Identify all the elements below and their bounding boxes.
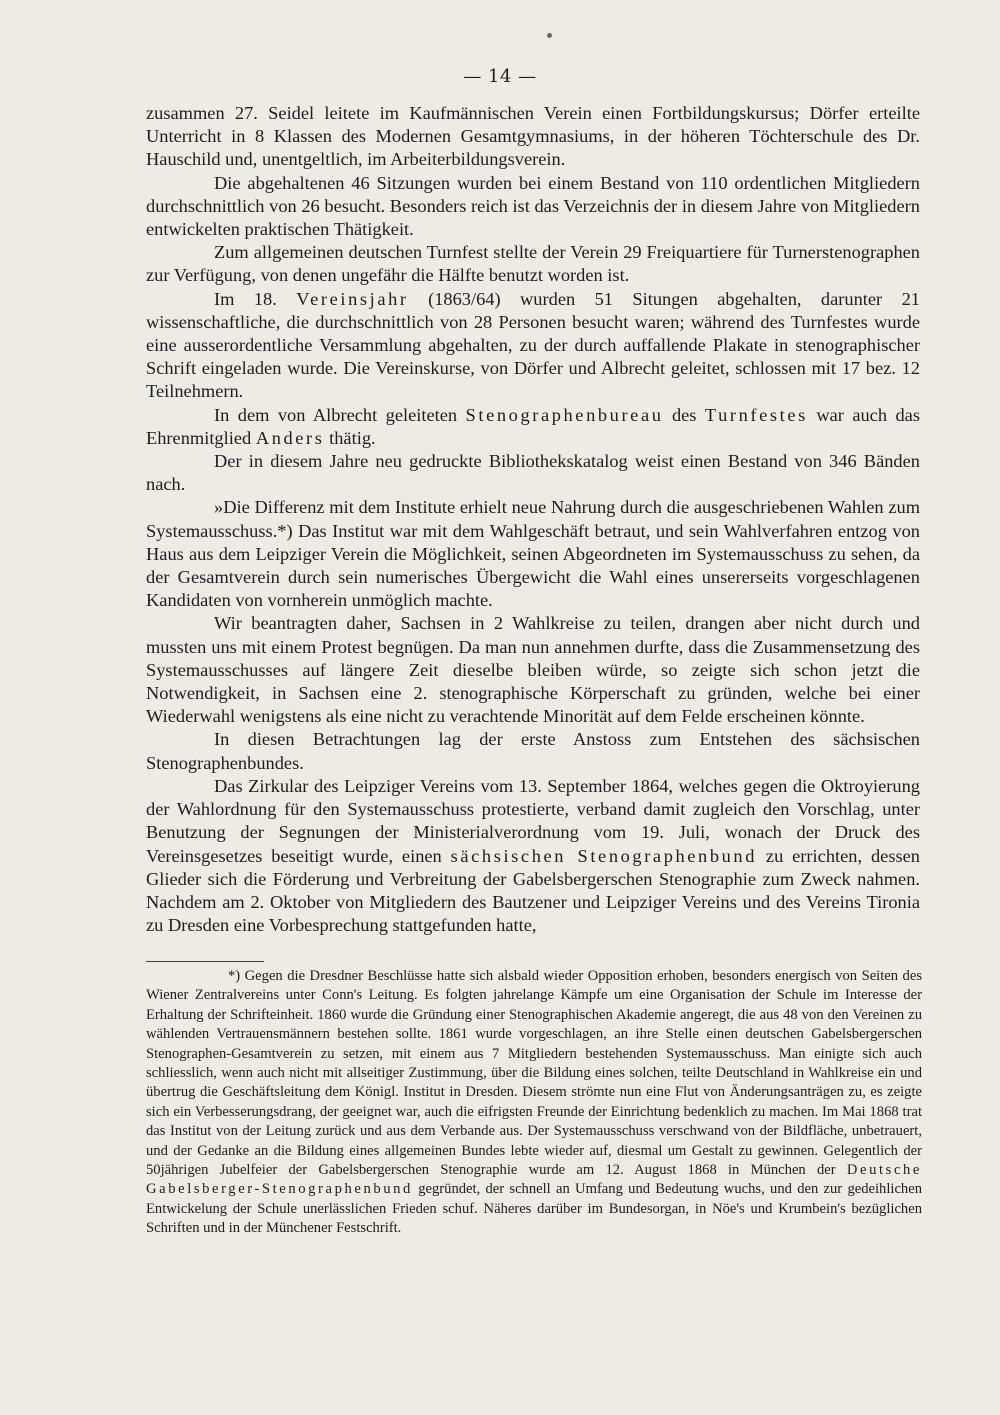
page-number: — 14 — [463,66,537,87]
paragraph [146,241,920,287]
spaced-emphasis: Stenographenbureau [465,404,664,425]
text-run: des [663,404,705,425]
paragraph [146,496,920,612]
text-run: Das Zirkular des Leipziger Vereins vom 13. September 1864, welches gegen die Oktroyierung der Wahlordnung für den Systemausschuss protestierte, verband damit zugleich den Vorschlag, unter Benutzung der Segnungen der Ministerialverordnung vom 19. Juli, wonach der Druck des Vereinsgesetzes beseitigt wurde, einen [146,775,920,866]
text-run: Wir beantragten daher, Sachsen in 2 Wahlkreise zu teilen, drangen aber nicht durch und mussten uns mit einem Protest begnügen. Da man nun annehmen durfte, dass die Zusammensetzung des Systemausschusses auf längere Zeit dieselbe bleiben würde, so zeigte sich schon jetzt die Notwendigkeit, in Sachsen eine 2. stenographische Körperschaft zu gründen, welche bei einer Wiederwahl wenigstens als eine nicht zu verachtende Minorität auf dem Felde erscheinen könnte. [146,613,920,727]
text-run: zusammen 27. Seidel leitete im Kaufmännischen Verein einen Fortbildungskursus; Dörfer erteilte Unterricht in 8 Klassen des Modernen Gesamtgymnasiums, in der höheren Töchterschule des Dr. Hauschild und, unentgeltlich, im Arbeiterbildungsverein. [146,103,920,170]
footnotes [146,967,922,1239]
text-run: (1863/64) wurden 51 Situngen abgehalten, darunter 21 wissenschaftliche, die durchschnittlich von 28 Personen besucht waren; während des Turnfestes wurde eine ausserordentliche Versammlung abgehalten, zu der durch auffallende Plakate in stenographischer Schrift eingeladen wurde. Die Vereinskurse, von Dörfer und Albrecht geleitet, schlossen mit 17 bez. 12 Teilnehmern. [146,288,920,402]
text-run: Der in diesem Jahre neu gedruckte Bibliothekskatalog weist einen Bestand von 346 Bänden nach. [146,451,920,495]
text-run: »Die Differenz mit dem Institute erhielt neue Nahrung durch die ausgeschriebenen Wahlen zum Systemausschuss.*) Das Institut war mit dem Wahlgeschäft betraut, und sein Wahlverfahren entzog von Haus aus dem Leipziger Verein die Möglichkeit, seinen Abgeordneten im Systemausschuss zu sehen, da der Gesamtverein durch sein numerisches Übergewicht die Wahl eines unsererseits vorgeschlagenen Kandidaten von vornherein unmöglich machte. [146,497,920,611]
paragraph [146,728,920,774]
paragraph [146,172,920,242]
spaced-emphasis: Turnfestes [704,404,808,425]
footnote-separator [146,961,264,962]
text-run: Zum allgemeinen deutschen Turnfest stellte der Verein 29 Freiquartiere für Turnerstenographen zur Verfügung, von denen ungefähr die Hälfte benutzt worden ist. [146,242,920,286]
text-run: thätig. [324,427,376,448]
text-run: Die abgehaltenen 46 Sitzungen wurden bei einem Bestand von 110 ordentlichen Mitgliedern durchschnittlich von 26 besucht. Besonders reich ist das Verzeichnis der in diesem Jahre von Mitgliedern entwickelten praktischen Thätigkeit. [146,172,920,240]
text-run: zu errichten, dessen Glieder sich die Förderung und Verbreitung der Gabelsbergerschen Stenographie zum Zweck nahmen. Nachdem am 2. Oktober von Mitgliedern des Bautzener und Leipziger Vereins und des Vereins Tironia zu Dresden eine Vorbesprechung stattgefunden hatte, [146,845,920,936]
paragraph [146,450,920,496]
text-run: Im 18. [214,288,297,309]
paragraph [146,404,920,450]
text-run: In diesen Betrachtungen lag der erste Anstoss zum Entstehen des sächsischen Stenographenbundes. [146,729,920,773]
text-run: war auch das Ehrenmitglied [146,404,920,448]
spaced-emphasis: sächsischen Stenographenbund [450,845,758,866]
paragraph [146,288,920,404]
body-text [146,102,920,937]
paragraph [146,102,920,172]
text-run: *) Gegen die Dresdner Beschlüsse hatte sich alsbald wieder Opposition erhoben, besonders energisch von Seiten des Wiener Zentralvereins unter Conn's Leitung. Es folgten jahrelange Kämpfe um eine Organisation der Schule im Interesse der Erhaltung der Schrifteinheit. 1860 wurde die Gründung einer Stenographischen Akademie angeregt, die aus 48 von den Vereinen zu wählenden Vertrauensmännern bestehen sollte. 1861 wurde vorgeschlagen, an ihre Stelle einen deutschen Gabelsbergerschen Stenographen-Gesamtverein zu setzen, mit einem aus 7 Mitgliedern bestehenden Systemausschuss. Man einigte sich auch schliesslich, wenn auch nicht mit allseitiger Zustimmung, über die Bildung eines solchen, teilte Deutschland in Wahlkreise ein und übertrug die Geschäftsleitung dem Königl. Institut in Dresden. Diesem strömte nun eine Flut von Änderungsanträgen zu, es zeigte sich ein Verbesserungsdrang, der geeignet war, auch die eifrigsten Freunde der Einrichtung bedenklich zu machen. Im Mai 1868 trat das Institut von der Leitung zurück und aus dem Verbande aus. Der Systemausschuss verschwand von der Bildfläche, unbetrauert, und der Gedanke an die Bildung eines allgemeinen Bundes lebte wieder auf, diesmal um Gestalt zu gewinnen. Gelegentlich der 50jährigen Jubelfeier der Gabelsbergerschen Stenographie wurde am 12. August 1868 in München der [146,968,922,1179]
text-run: In dem von Albrecht geleiteten [214,404,466,425]
spaced-emphasis: Vereinsjahr [296,288,409,309]
spaced-emphasis: Anders [255,427,325,448]
text-run: gegründet, der schnell an Umfang und Bedeutung wuchs, und den zur gedeihlichen Entwickelung der Schule unerlässlichen Frieden schuf. Näheres darüber im Bundesorgan, in Nöe's und Krumbein's bezüglichen Schriften und in der Münchener Festschrift. [146,1181,922,1237]
footnote [146,967,922,1239]
paragraph [146,612,920,728]
ink-dot [547,33,552,38]
spaced-emphasis: Deutsche Gabelsberger-Stenographenbund [146,1162,922,1198]
paragraph [146,775,920,937]
